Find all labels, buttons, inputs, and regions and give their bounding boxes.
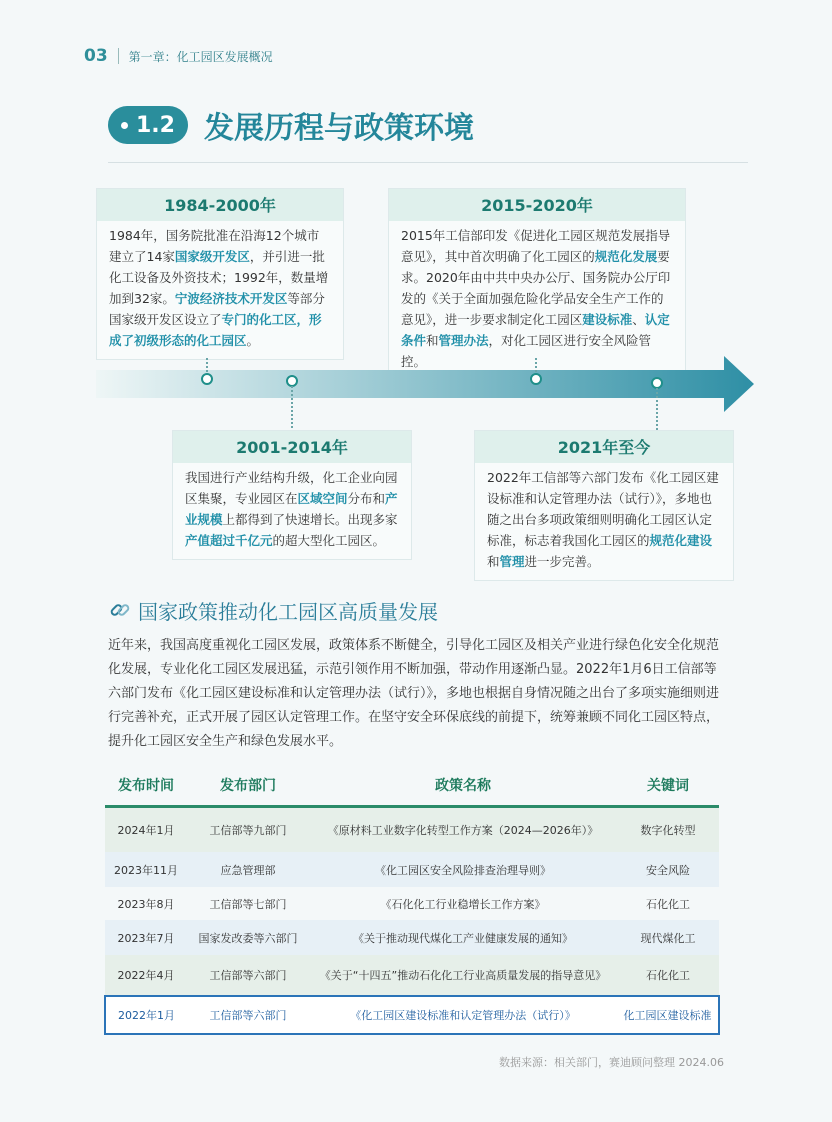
timeline-card-1984 [96,188,344,360]
header-divider [118,48,119,64]
timeline-card-2021 [474,430,734,581]
cell-policy: 《化工园区建设标准和认定管理办法（试行）》 [309,996,617,1034]
highlight-text: 规范化发展 [594,249,658,264]
cell-keyword: 石化化工 [617,887,719,920]
body-text: 1984年，国务院批准在沿海12个城市建立了14家 [109,228,320,264]
section-title: 发展历程与政策环境 [204,111,474,146]
table-row-highlighted [105,996,719,1034]
link-icon [108,598,132,622]
highlight-text: 建设标准 [582,312,633,327]
table-row [105,807,719,853]
timeline-text [475,463,733,580]
body-text: ，对化工园区进行安全风险管控。 [401,333,652,369]
body-text: 2015年工信部印发《促进化工园区规范发展指导意见》，其中首次明确了化工园区的 [401,228,671,264]
body-text: 等部分国家级开发区设立了 [109,291,325,327]
highlight-text: 宁波经济技术开发区 [174,291,288,306]
page-header [84,46,273,66]
cell-policy: 《石化化工行业稳增长工作方案》 [309,887,617,920]
cell-dept: 工信部等九部门 [187,807,309,853]
highlight-text: 管理办法 [438,333,489,348]
highlight-text: 专门的化工区，形成了初级形态的化工园区 [109,312,322,348]
body-text: 进一步完善。 [524,554,600,569]
cell-date: 2022年4月 [105,955,187,996]
highlight-text: 规范化建设 [649,533,713,548]
cell-date: 2023年7月 [105,920,187,955]
section-divider [108,162,748,163]
cell-date: 2022年1月 [105,996,187,1034]
col-date-header: 发布时间 [105,765,187,807]
cell-policy: 《关于推动现代煤化工产业健康发展的通知》 [309,920,617,955]
body-text: ，并引进一批化工设备及外资技术；1992年，数量增加到32家。 [109,249,329,306]
col-policy-header: 政策名称 [309,765,617,807]
highlight-text: 区域空间 [297,491,348,506]
cell-dept: 应急管理部 [187,852,309,887]
cell-keyword: 石化化工 [617,955,719,996]
body-text: 的超大型化工园区。 [272,533,386,548]
body-text: 和 [426,333,439,348]
page-number: 03 [84,46,108,66]
cell-keyword: 数字化转型 [617,807,719,853]
table-row [105,955,719,996]
cell-dept: 工信部等六部门 [187,996,309,1034]
cell-date: 2023年8月 [105,887,187,920]
section-number: 1.2 [136,112,175,138]
cell-date: 2023年11月 [105,852,187,887]
cell-keyword: 安全风险 [617,852,719,887]
cell-dept: 国家发改委等六部门 [187,920,309,955]
cell-policy: 《化工园区安全风险排查治理导则》 [309,852,617,887]
table-header-row [105,765,719,807]
section-number-badge [108,106,188,144]
timeline-period: 2015-2020年 [389,189,685,221]
connector-2021 [656,388,658,430]
col-dept-header: 发布部门 [187,765,309,807]
highlight-text: 产值超过千亿元 [185,533,273,548]
table-row [105,852,719,887]
table-row [105,920,719,955]
timeline-period: 1984-2000年 [97,189,343,221]
chapter-title: 第一章：化工园区发展概况 [128,49,273,64]
timeline-marker [530,373,542,385]
body-text: 、 [632,312,645,327]
subsection-title: 国家政策推动化工园区高质量发展 [138,600,438,624]
body-text: 和 [487,554,500,569]
highlight-text: 国家级开发区 [174,249,250,264]
body-text: 要求。2020年由中共中央办公厅、国务院办公厅印发的《关于全面加强危险化学品安全生产工作的意见》，进一步要求制定化工园区 [401,249,671,327]
connector-2001 [291,386,293,428]
timeline-text [97,221,343,359]
timeline-marker [201,373,213,385]
cell-dept: 工信部等七部门 [187,887,309,920]
timeline-card-2001 [172,430,412,560]
body-text: 。 [246,333,260,348]
policy-table [104,765,720,1035]
timeline-card-2015 [388,188,686,381]
cell-keyword: 现代煤化工 [617,920,719,955]
cell-dept: 工信部等六部门 [187,955,309,996]
timeline-period: 2001-2014年 [173,431,411,463]
data-source: 数据来源：相关部门，赛迪顾问整理 2024.06 [499,1056,724,1069]
cell-policy: 《原材料工业数字化转型工作方案（2024—2026年）》 [309,807,617,853]
highlight-text: 管理 [499,554,525,569]
timeline-text [173,463,411,559]
timeline-period: 2021年至今 [475,431,733,463]
col-keyword-header: 关键词 [617,765,719,807]
highlight-text: 认定条件 [401,312,670,348]
badge-dot [121,122,128,129]
cell-keyword: 化工园区建设标准 [617,996,719,1034]
table-row [105,887,719,920]
cell-policy: 《关于“十四五”推动石化化工行业高质量发展的指导意见》 [309,955,617,996]
highlight-text: 产业规模 [185,491,398,527]
body-text: 分布和 [347,491,386,506]
body-paragraph: 近年来，我国高度重视化工园区发展，政策体系不断健全，引导化工园区及相关产业进行绿色化安全化规范化发展，专业化化工园区发展迅猛，示范引领作用不断加强，带动作用逐渐凸显。2022年1月6日工信部等六部门发布《化工园区建设标准和认定管理办法（试行）》，多地也根据自身情况随之出台了多项实施细则进行完善补充，正式开展了园区认定管理工作。在坚守安全环保底线的前提下，统筹兼顾不同化工园区特点，提升化工园区安全生产和绿色发展水平。 [108,638,720,749]
body-text: 我国进行产业结构升级，化工企业向园区集聚，专业园区在 [185,470,398,506]
body-text: 2022年工信部等六部门发布《化工园区建设标准和认定管理办法（试行）》，多地也随之出台多项政策细则明确化工园区认定标准，标志着我国化工园区的 [487,470,719,548]
body-text: 上都得到了快速增长。出现多家 [222,512,398,527]
cell-date: 2024年1月 [105,807,187,853]
